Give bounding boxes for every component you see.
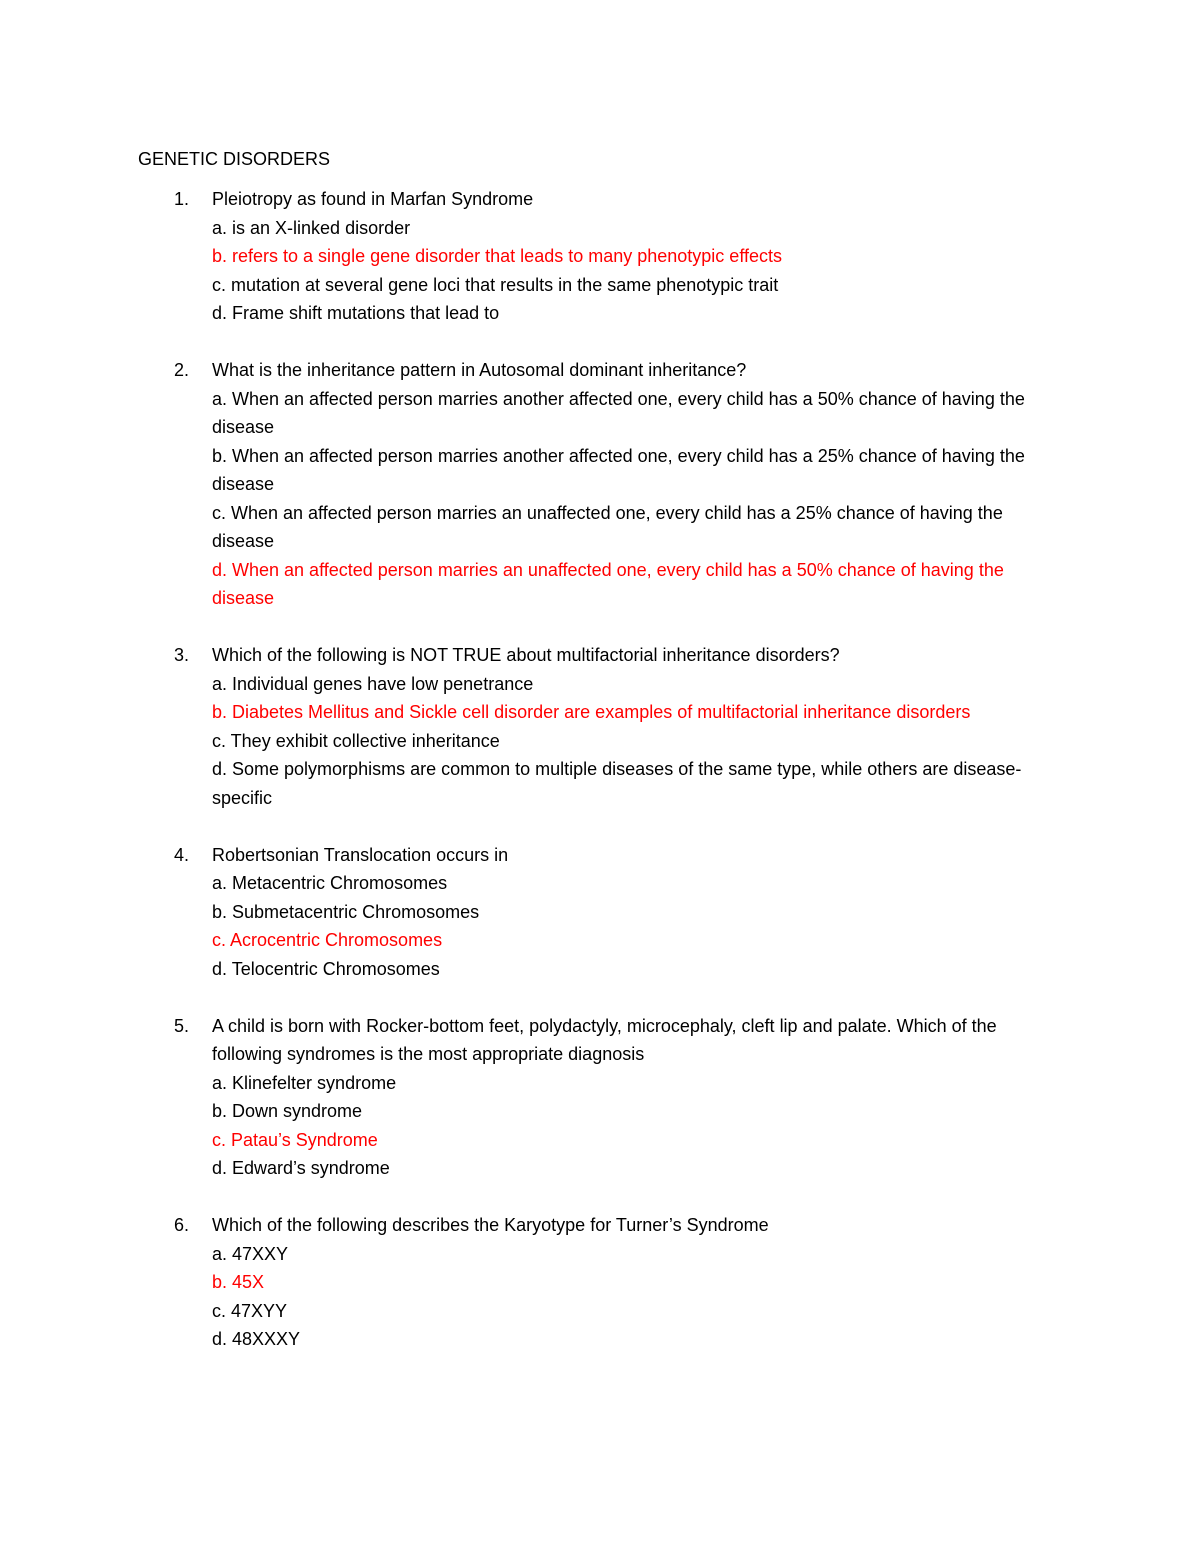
answer-option: d. Telocentric Chromosomes [212, 958, 440, 979]
answer-option-correct: b. refers to a single gene disorder that leads to many phenotypic effects [212, 246, 783, 266]
answer-option-correct: c. Patau’s Syndrome [212, 1129, 378, 1150]
question-item [138, 1012, 1058, 1183]
answer-option: d. Frame shift mutations that lead to [212, 303, 500, 323]
question-item [138, 1211, 1058, 1354]
answer-option: a. Klinefelter syndrome [212, 1072, 397, 1093]
question-number: 6. [174, 1215, 190, 1235]
answer-option-correct: d. When an affected person marries an unaffected one, every child has a 50% chance of having the disease [212, 559, 1004, 608]
answer-option: a. Metacentric Chromosomes [212, 873, 448, 893]
answer-option: d. Some polymorphisms are common to multiple diseases of the same type, while others are disease-specific [212, 759, 1022, 808]
answer-option: c. 47XYY [212, 1300, 288, 1321]
answer-option: c. They exhibit collective inheritance [212, 730, 500, 751]
question-item [138, 185, 1058, 328]
question-text: Robertsonian Translocation occurs in [212, 844, 509, 865]
answer-option: a. 47XXY [212, 1243, 289, 1264]
answer-option-correct: b. 45X [212, 1272, 265, 1292]
question-number: 1. [174, 189, 190, 209]
question-item [138, 641, 1058, 812]
answer-option: d. 48XXXY [212, 1329, 301, 1349]
answer-option: a. Individual genes have low penetrance [212, 673, 534, 694]
answer-option-correct: b. Diabetes Mellitus and Sickle cell disorder are examples of multifactorial inheritance disorders [212, 702, 971, 722]
question-text: Which of the following is NOT TRUE about multifactorial inheritance disorders? [212, 645, 840, 665]
answer-option: c. mutation at several gene loci that results in the same phenotypic trait [212, 274, 779, 295]
question-text: A child is born with Rocker-bottom feet, polydactyly, microcephaly, cleft lip and palate. Which of the following syndromes is the most appropriate diagnosis [212, 1015, 997, 1064]
answer-option: d. Edward’s syndrome [212, 1158, 390, 1178]
question-number: 3. [174, 645, 190, 665]
answer-option-correct: c. Acrocentric Chromosomes [212, 930, 443, 950]
answer-option: b. Down syndrome [212, 1101, 363, 1121]
document-title: GENETIC DISORDERS [138, 149, 331, 169]
question-number: 5. [174, 1015, 190, 1036]
answer-option: a. is an X-linked disorder [212, 217, 411, 238]
answer-option: c. When an affected person marries an unaffected one, every child has a 25% chance of having the disease [212, 502, 1003, 551]
question-text: What is the inheritance pattern in Autosomal dominant inheritance? [212, 360, 747, 380]
question-text: Pleiotropy as found in Marfan Syndrome [212, 189, 534, 209]
question-list [138, 185, 1058, 1382]
answer-option: b. When an affected person marries another affected one, every child has a 25% chance of having the disease [212, 445, 1025, 494]
question-number: 2. [174, 360, 190, 380]
answer-option: a. When an affected person marries another affected one, every child has a 50% chance of having the disease [212, 388, 1025, 437]
question-number: 4. [174, 844, 190, 865]
question-text: Which of the following describes the Karyotype for Turner’s Syndrome [212, 1215, 769, 1235]
answer-option: b. Submetacentric Chromosomes [212, 901, 480, 922]
question-item [138, 841, 1058, 984]
question-item [138, 356, 1058, 613]
